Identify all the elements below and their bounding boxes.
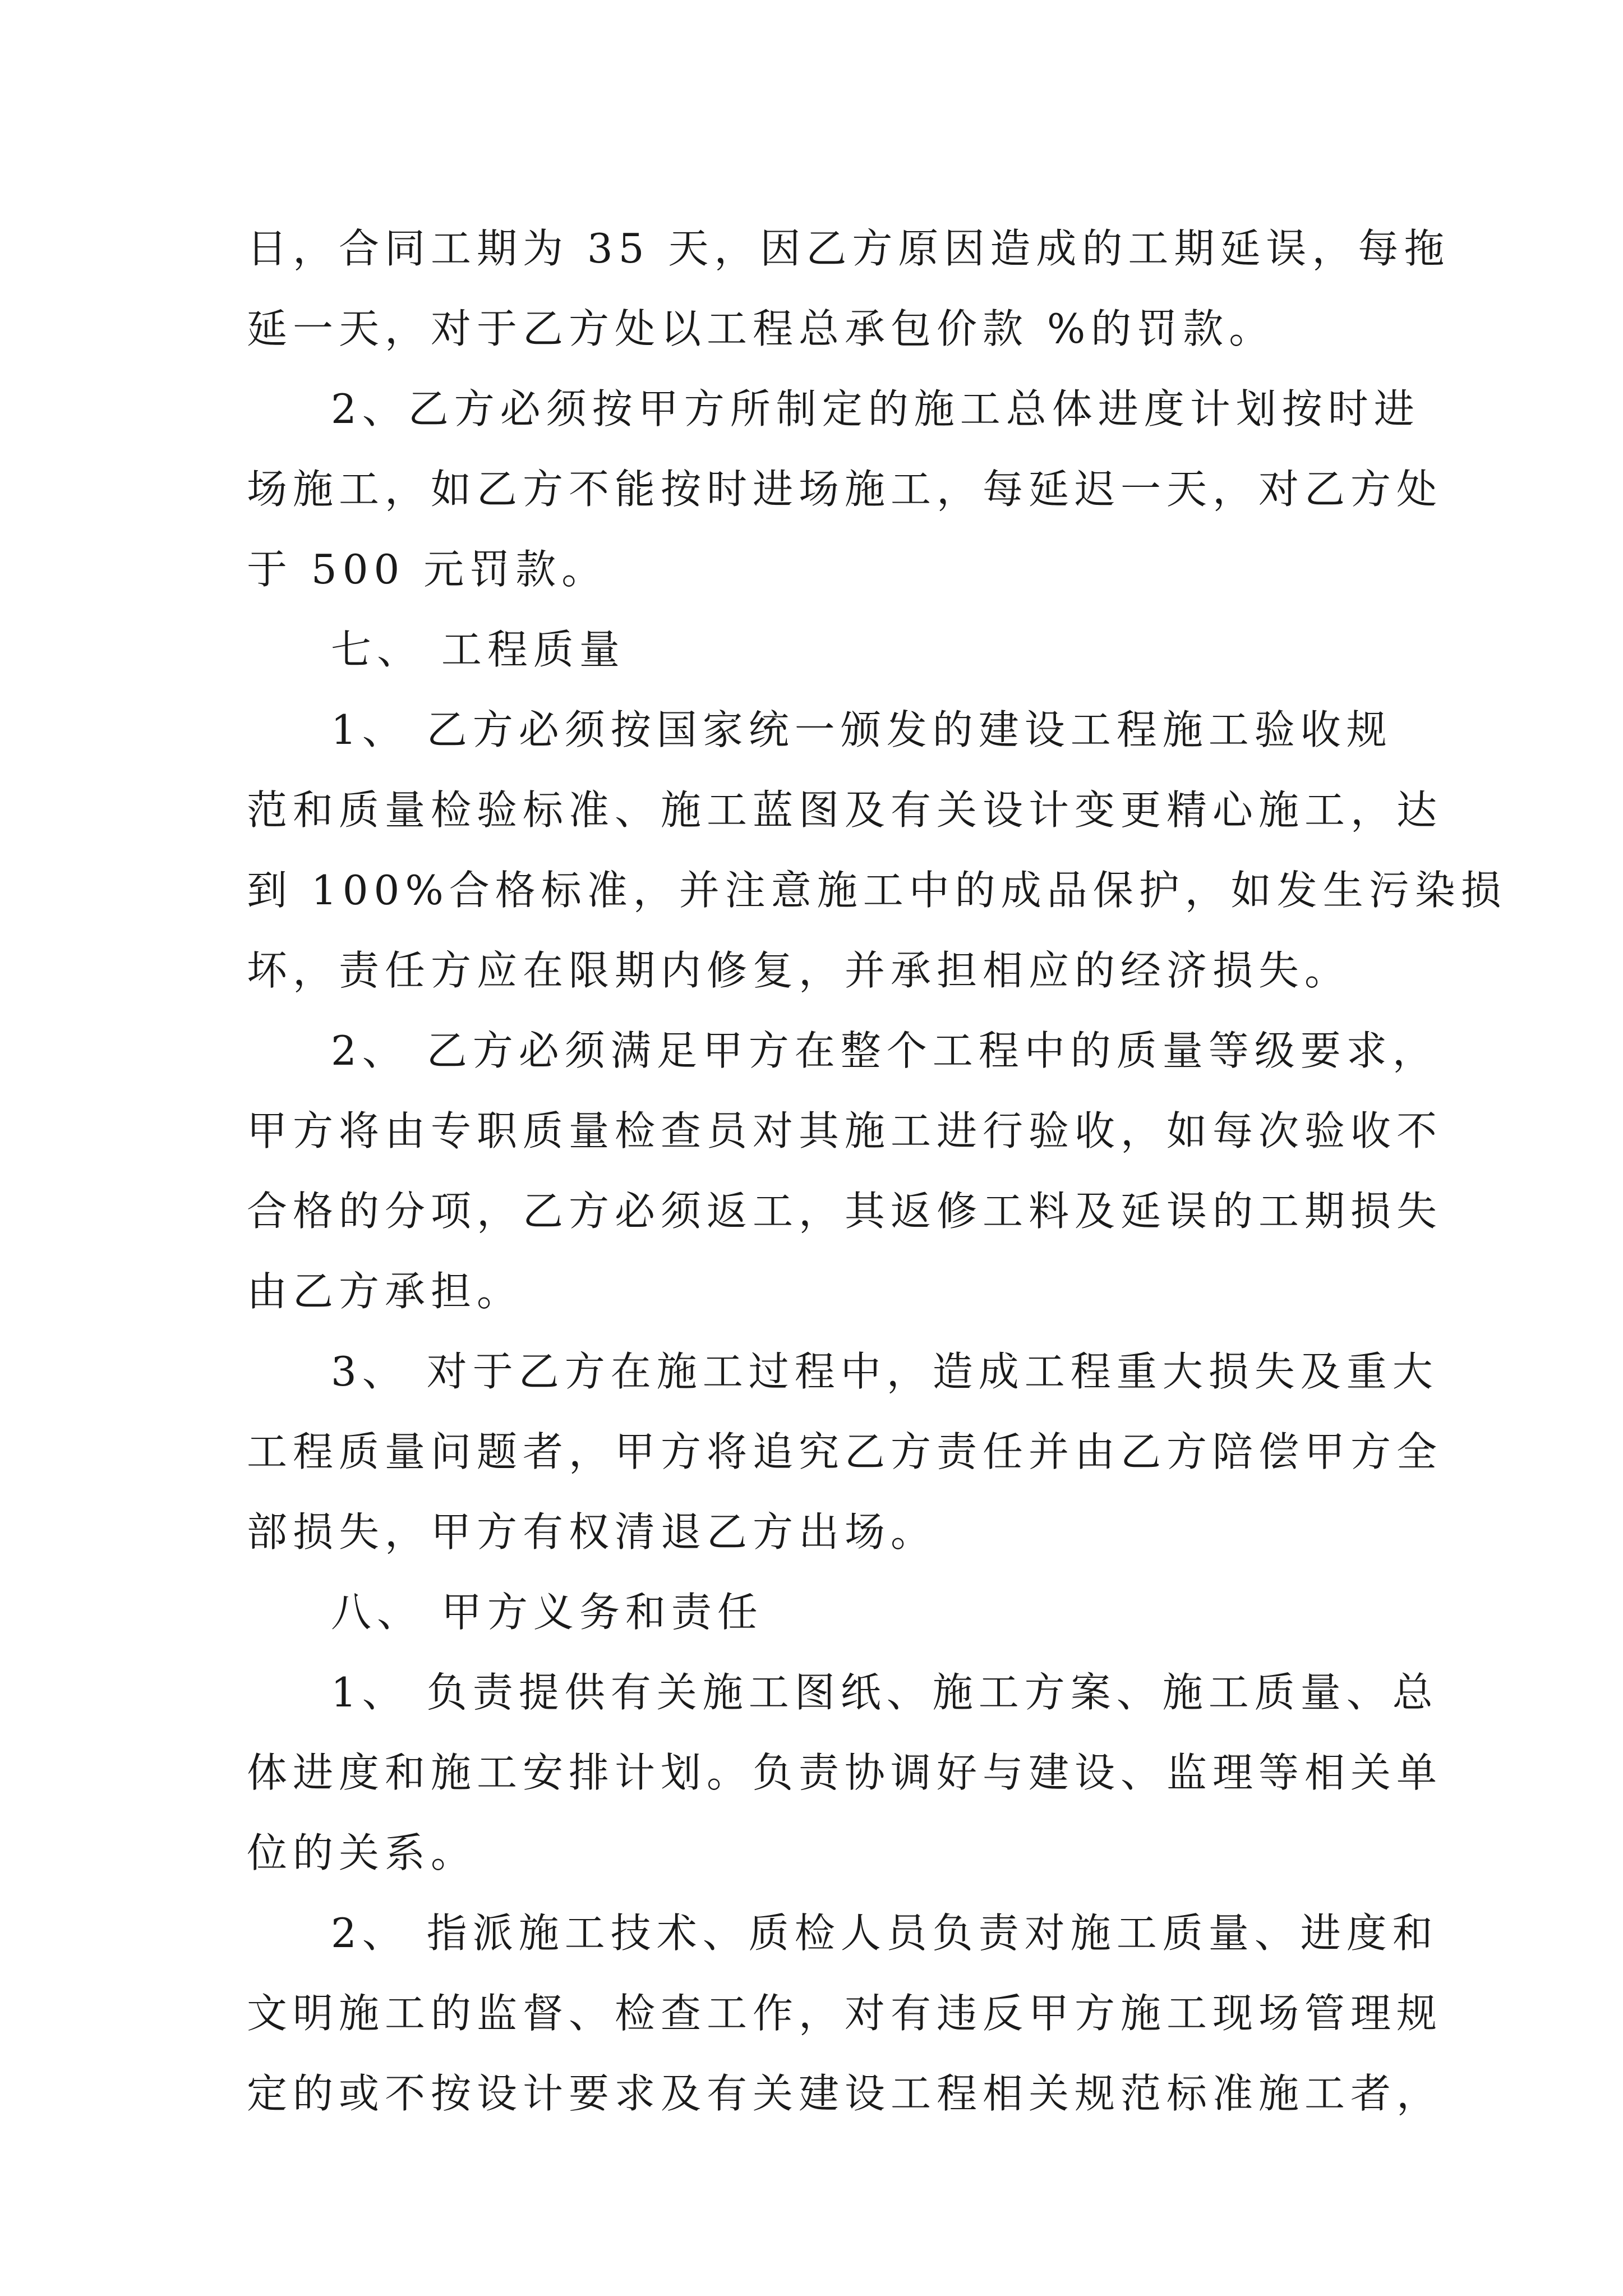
text-line: 工程质量问题者，甲方将追究乙方责任并由乙方陪偿甲方全 — [247, 1428, 1443, 1475]
paragraph — [247, 209, 1450, 369]
text-line: 日，合同工期为 35 天，因乙方原因造成的工期延误，每拖 — [247, 225, 1450, 272]
text-line: 体进度和施工安排计划。负责协调好与建设、监理等相关单 — [247, 1749, 1443, 1796]
text-line: 定的或不按设计要求及有关建设工程相关规范标准施工者， — [247, 2070, 1443, 2117]
text-line: 3、 对于乙方在施工过程中，造成工程重大损失及重大 — [331, 1348, 1438, 1395]
text-line: 延一天，对于乙方处以工程总承包价款 %的罚款。 — [247, 305, 1275, 352]
text-line: 于 500 元罚款。 — [247, 546, 608, 593]
text-line: 位的关系。 — [247, 1829, 477, 1876]
text-line: 合格的分项，乙方必须返工，其返修工料及延误的工期损失 — [247, 1188, 1443, 1235]
text-line: 2、 指派施工技术、质检人员负责对施工质量、进度和 — [331, 1910, 1438, 1957]
paragraph — [247, 690, 1507, 1011]
text-line: 八、 甲方义务和责任 — [331, 1589, 763, 1636]
text-line: 场施工，如乙方不能按时进场施工，每延迟一天，对乙方处 — [247, 466, 1443, 513]
text-line: 由乙方承担。 — [247, 1268, 523, 1315]
section-heading — [247, 610, 1385, 690]
text-line: 范和质量检验标准、施工蓝图及有关设计变更精心施工，达 — [247, 786, 1443, 834]
section-heading — [247, 1572, 1385, 1653]
paragraph — [247, 1893, 1443, 2134]
paragraph — [247, 1653, 1443, 1893]
text-line: 甲方将由专职质量检查员对其施工进行验收，如每次验收不 — [247, 1107, 1443, 1154]
text-line: 2、乙方必须按甲方所制定的施工总体进度计划按时进 — [331, 385, 1420, 432]
text-line: 到 100%合格标准，并注意施工中的成品保护，如发生污染损 — [247, 867, 1507, 914]
text-line: 1、 负责提供有关施工图纸、施工方案、施工质量、总 — [331, 1669, 1438, 1716]
text-line: 部损失，甲方有权清退乙方出场。 — [247, 1508, 937, 1556]
text-line: 2、 乙方必须满足甲方在整个工程中的质量等级要求， — [331, 1027, 1438, 1074]
document-body — [247, 209, 1507, 2134]
text-line: 坏，责任方应在限期内修复，并承担相应的经济损失。 — [247, 947, 1351, 994]
paragraph — [247, 1011, 1443, 1332]
text-line: 文明施工的监督、检查工作，对有违反甲方施工现场管理规 — [247, 1990, 1443, 2037]
paragraph — [247, 369, 1443, 610]
paragraph — [247, 1332, 1443, 1572]
text-line: 1、 乙方必须按国家统一颁发的建设工程施工验收规 — [331, 706, 1393, 753]
text-line: 七、 工程质量 — [331, 626, 625, 673]
